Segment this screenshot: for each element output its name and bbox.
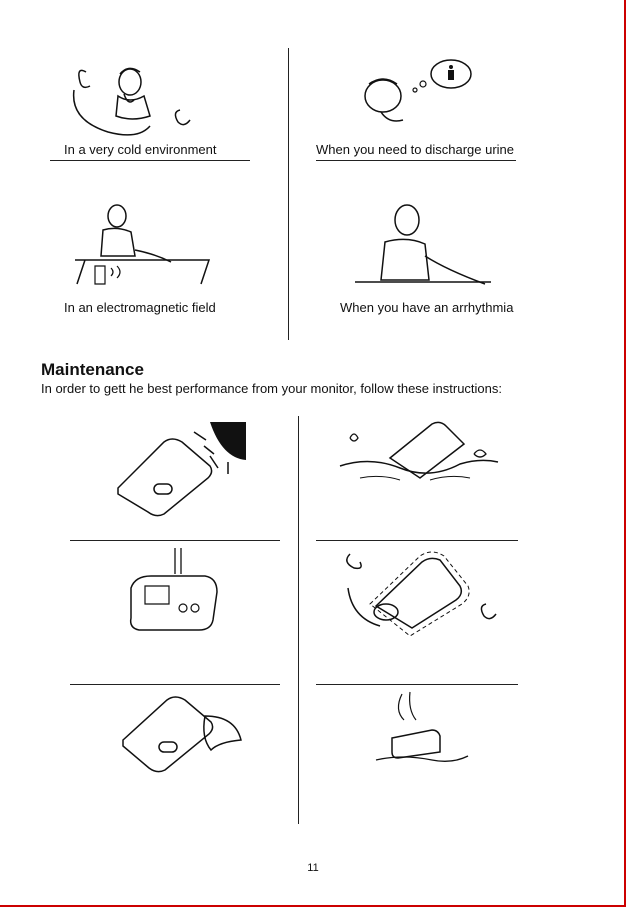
caption-emf: In an electromagnetic field — [64, 300, 216, 315]
monitor-drop-illustration — [340, 548, 510, 638]
top-divider — [288, 48, 289, 340]
rule-hanging — [70, 684, 280, 685]
rule-drop — [316, 684, 518, 685]
rule-cold — [50, 160, 250, 161]
maintenance-intro: In order to gett he best performance from your monitor, follow these instructions: — [41, 381, 502, 396]
rule-sun — [70, 540, 280, 541]
maintenance-divider — [298, 416, 299, 824]
monitor-washing-illustration — [372, 690, 472, 770]
rule-water — [316, 540, 518, 541]
monitor-hanging-illustration — [125, 548, 225, 638]
monitor-sun-illustration — [110, 418, 250, 518]
caption-urine: When you need to discharge urine — [316, 142, 515, 157]
emf-person-illustration — [75, 200, 215, 290]
cold-person-illustration — [68, 60, 198, 140]
rule-urine — [316, 160, 516, 161]
arrhythmia-person-illustration — [355, 198, 495, 294]
caption-cold: In a very cold environment — [64, 142, 217, 157]
page-number: 11 — [307, 862, 319, 874]
urine-person-illustration — [355, 58, 475, 138]
monitor-water-illustration — [340, 418, 500, 488]
caption-arrhythmia: When you have an arrhythmia — [340, 300, 514, 315]
monitor-cleaning-illustration — [115, 688, 255, 778]
maintenance-heading: Maintenance — [41, 360, 144, 379]
